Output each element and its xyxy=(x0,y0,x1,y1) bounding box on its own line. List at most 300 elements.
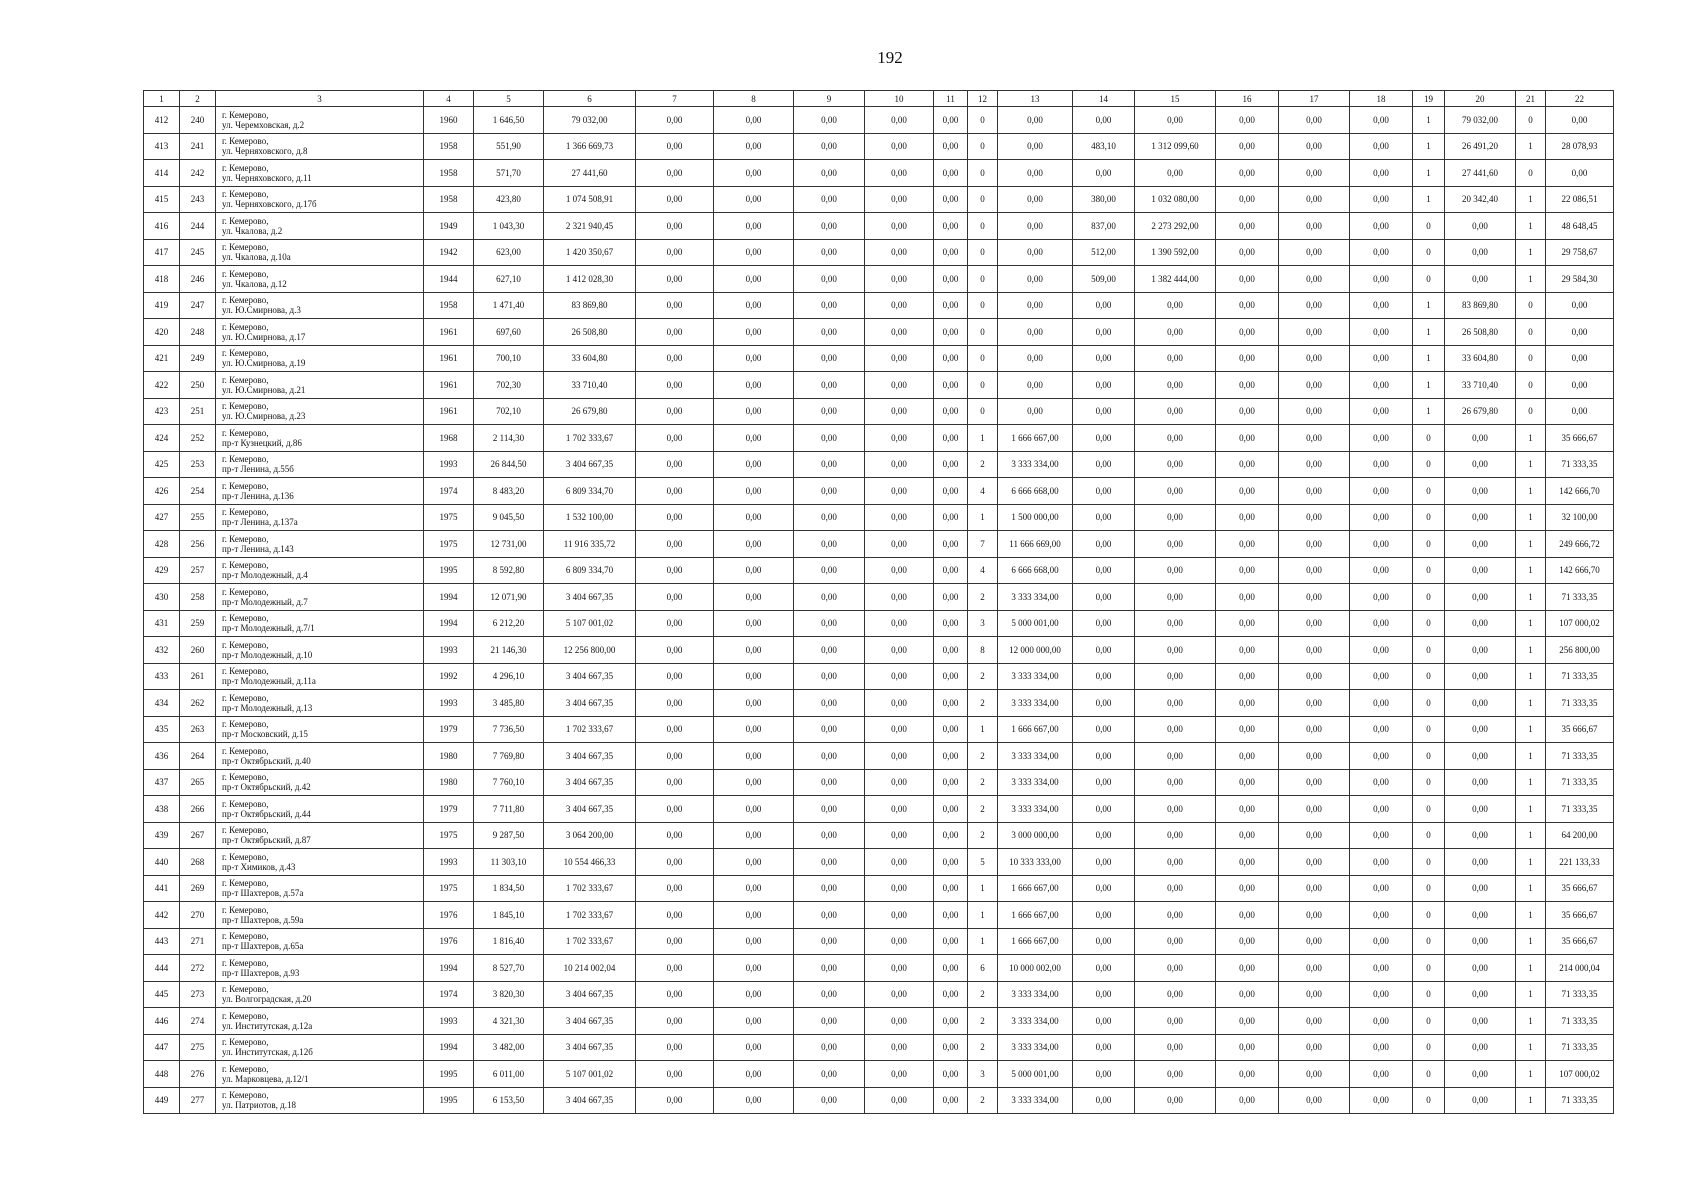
cell-col-5: 3 482,00 xyxy=(474,1034,544,1061)
cell-col-21: 1 xyxy=(1516,1061,1546,1088)
cell-col-4: 1975 xyxy=(424,531,474,558)
cell-col-2: 262 xyxy=(180,690,216,717)
column-header-2: 2 xyxy=(180,91,216,107)
cell-col-13: 1 500 000,00 xyxy=(998,504,1073,531)
cell-col-5: 702,10 xyxy=(474,398,544,425)
cell-col-21: 1 xyxy=(1516,213,1546,240)
cell-col-8: 0,00 xyxy=(714,663,794,690)
cell-col-17: 0,00 xyxy=(1279,531,1350,558)
cell-col-16: 0,00 xyxy=(1216,292,1279,319)
cell-col-13: 1 666 667,00 xyxy=(998,875,1073,902)
cell-col-10: 0,00 xyxy=(865,398,934,425)
cell-col-16: 0,00 xyxy=(1216,425,1279,452)
cell-col-18: 0,00 xyxy=(1350,716,1413,743)
address-city: г. Кемерово, xyxy=(222,1090,269,1101)
address-city: г. Кемерово, xyxy=(222,745,269,756)
cell-col-18: 0,00 xyxy=(1350,955,1413,982)
cell-col-6: 1 532 100,00 xyxy=(544,504,636,531)
cell-col-4: 1974 xyxy=(424,981,474,1008)
cell-col-2: 261 xyxy=(180,663,216,690)
cell-col-8: 0,00 xyxy=(714,372,794,399)
cell-col-4: 1976 xyxy=(424,902,474,929)
address-city: г. Кемерово, xyxy=(222,1063,269,1074)
table-row xyxy=(144,1034,1614,1061)
cell-col-17: 0,00 xyxy=(1279,716,1350,743)
cell-col-10: 0,00 xyxy=(865,637,934,664)
cell-col-1: 425 xyxy=(144,451,180,478)
address-cell xyxy=(216,849,424,876)
cell-col-4: 1979 xyxy=(424,716,474,743)
cell-col-9: 0,00 xyxy=(794,743,865,770)
cell-col-2: 254 xyxy=(180,478,216,505)
cell-col-14: 0,00 xyxy=(1073,902,1135,929)
cell-col-19: 0 xyxy=(1413,1061,1445,1088)
cell-col-14: 0,00 xyxy=(1073,1087,1135,1114)
cell-col-21: 0 xyxy=(1516,160,1546,187)
cell-col-7: 0,00 xyxy=(636,107,714,134)
cell-col-9: 0,00 xyxy=(794,822,865,849)
address-cell xyxy=(216,637,424,664)
address-street: пр-т Шахтеров, д.59а xyxy=(222,914,304,925)
cell-col-15: 1 032 080,00 xyxy=(1135,186,1216,213)
address-city: г. Кемерово, xyxy=(222,692,269,703)
cell-col-18: 0,00 xyxy=(1350,372,1413,399)
cell-col-7: 0,00 xyxy=(636,584,714,611)
cell-col-22: 214 000,04 xyxy=(1546,955,1614,982)
cell-col-9: 0,00 xyxy=(794,637,865,664)
cell-col-8: 0,00 xyxy=(714,849,794,876)
cell-col-15: 0,00 xyxy=(1135,822,1216,849)
cell-col-12: 2 xyxy=(968,1087,998,1114)
cell-col-12: 0 xyxy=(968,292,998,319)
cell-col-6: 5 107 001,02 xyxy=(544,610,636,637)
cell-col-14: 0,00 xyxy=(1073,822,1135,849)
cell-col-22: 64 200,00 xyxy=(1546,822,1614,849)
cell-col-11: 0,00 xyxy=(934,902,968,929)
cell-col-19: 0 xyxy=(1413,902,1445,929)
cell-col-16: 0,00 xyxy=(1216,213,1279,240)
cell-col-10: 0,00 xyxy=(865,822,934,849)
cell-col-11: 0,00 xyxy=(934,584,968,611)
cell-col-19: 0 xyxy=(1413,1087,1445,1114)
cell-col-11: 0,00 xyxy=(934,478,968,505)
cell-col-14: 0,00 xyxy=(1073,981,1135,1008)
column-header-10: 10 xyxy=(865,91,934,107)
cell-col-6: 12 256 800,00 xyxy=(544,637,636,664)
address-street: ул. Ю.Смирнова, д.23 xyxy=(222,411,306,422)
cell-col-1: 430 xyxy=(144,584,180,611)
cell-col-18: 0,00 xyxy=(1350,186,1413,213)
cell-col-8: 0,00 xyxy=(714,107,794,134)
cell-col-21: 0 xyxy=(1516,107,1546,134)
cell-col-2: 241 xyxy=(180,133,216,160)
cell-col-18: 0,00 xyxy=(1350,557,1413,584)
cell-col-17: 0,00 xyxy=(1279,292,1350,319)
cell-col-16: 0,00 xyxy=(1216,531,1279,558)
cell-col-19: 0 xyxy=(1413,1008,1445,1035)
cell-col-22: 107 000,02 xyxy=(1546,610,1614,637)
cell-col-22: 71 333,35 xyxy=(1546,1008,1614,1035)
cell-col-22: 0,00 xyxy=(1546,319,1614,346)
cell-col-20: 83 869,80 xyxy=(1445,292,1516,319)
cell-col-10: 0,00 xyxy=(865,716,934,743)
cell-col-17: 0,00 xyxy=(1279,213,1350,240)
cell-col-7: 0,00 xyxy=(636,1008,714,1035)
cell-col-22: 71 333,35 xyxy=(1546,769,1614,796)
cell-col-12: 6 xyxy=(968,955,998,982)
cell-col-1: 417 xyxy=(144,239,180,266)
cell-col-10: 0,00 xyxy=(865,1087,934,1114)
cell-col-20: 0,00 xyxy=(1445,1061,1516,1088)
cell-col-13: 3 333 334,00 xyxy=(998,769,1073,796)
cell-col-7: 0,00 xyxy=(636,822,714,849)
cell-col-10: 0,00 xyxy=(865,663,934,690)
cell-col-13: 0,00 xyxy=(998,319,1073,346)
cell-col-22: 0,00 xyxy=(1546,292,1614,319)
cell-col-8: 0,00 xyxy=(714,186,794,213)
address-street: ул. Чкалова, д.2 xyxy=(222,225,283,236)
cell-col-15: 0,00 xyxy=(1135,928,1216,955)
cell-col-9: 0,00 xyxy=(794,1034,865,1061)
address-street: пр-т Молодежный, д.13 xyxy=(222,702,313,713)
cell-col-8: 0,00 xyxy=(714,1087,794,1114)
column-header-21: 21 xyxy=(1516,91,1546,107)
cell-col-14: 0,00 xyxy=(1073,345,1135,372)
table-row xyxy=(144,478,1614,505)
cell-col-12: 0 xyxy=(968,398,998,425)
cell-col-10: 0,00 xyxy=(865,557,934,584)
cell-col-18: 0,00 xyxy=(1350,690,1413,717)
cell-col-5: 6 153,50 xyxy=(474,1087,544,1114)
cell-col-12: 0 xyxy=(968,160,998,187)
cell-col-13: 0,00 xyxy=(998,398,1073,425)
cell-col-19: 0 xyxy=(1413,451,1445,478)
cell-col-17: 0,00 xyxy=(1279,610,1350,637)
cell-col-13: 3 333 334,00 xyxy=(998,1034,1073,1061)
cell-col-11: 0,00 xyxy=(934,743,968,770)
address-city: г. Кемерово, xyxy=(222,268,269,279)
cell-col-9: 0,00 xyxy=(794,955,865,982)
address-street: ул. Институтская, д.12б xyxy=(222,1047,313,1058)
cell-col-4: 1968 xyxy=(424,425,474,452)
table-row xyxy=(144,425,1614,452)
cell-col-10: 0,00 xyxy=(865,504,934,531)
cell-col-17: 0,00 xyxy=(1279,690,1350,717)
cell-col-7: 0,00 xyxy=(636,690,714,717)
address-cell xyxy=(216,690,424,717)
cell-col-22: 35 666,67 xyxy=(1546,928,1614,955)
cell-col-21: 1 xyxy=(1516,584,1546,611)
cell-col-15: 0,00 xyxy=(1135,663,1216,690)
cell-col-11: 0,00 xyxy=(934,981,968,1008)
address-street: ул. Ю.Смирнова, д.17 xyxy=(222,331,306,342)
cell-col-9: 0,00 xyxy=(794,372,865,399)
cell-col-10: 0,00 xyxy=(865,372,934,399)
cell-col-16: 0,00 xyxy=(1216,398,1279,425)
address-cell xyxy=(216,425,424,452)
cell-col-7: 0,00 xyxy=(636,372,714,399)
cell-col-4: 1995 xyxy=(424,1087,474,1114)
address-city: г. Кемерово, xyxy=(222,215,269,226)
table-row xyxy=(144,504,1614,531)
cell-col-5: 1 043,30 xyxy=(474,213,544,240)
cell-col-7: 0,00 xyxy=(636,266,714,293)
cell-col-21: 1 xyxy=(1516,955,1546,982)
cell-col-20: 0,00 xyxy=(1445,557,1516,584)
cell-col-17: 0,00 xyxy=(1279,398,1350,425)
table-row xyxy=(144,398,1614,425)
cell-col-17: 0,00 xyxy=(1279,345,1350,372)
cell-col-6: 3 404 667,35 xyxy=(544,981,636,1008)
cell-col-14: 483,10 xyxy=(1073,133,1135,160)
cell-col-5: 1 834,50 xyxy=(474,875,544,902)
cell-col-5: 7 711,80 xyxy=(474,796,544,823)
cell-col-9: 0,00 xyxy=(794,186,865,213)
cell-col-2: 263 xyxy=(180,716,216,743)
cell-col-14: 0,00 xyxy=(1073,955,1135,982)
cell-col-7: 0,00 xyxy=(636,451,714,478)
cell-col-11: 0,00 xyxy=(934,372,968,399)
cell-col-14: 0,00 xyxy=(1073,425,1135,452)
address-city: г. Кемерово, xyxy=(222,931,269,942)
table-row xyxy=(144,955,1614,982)
cell-col-19: 0 xyxy=(1413,955,1445,982)
cell-col-8: 0,00 xyxy=(714,1008,794,1035)
address-city: г. Кемерово, xyxy=(222,454,269,465)
cell-col-14: 0,00 xyxy=(1073,690,1135,717)
cell-col-10: 0,00 xyxy=(865,690,934,717)
cell-col-4: 1958 xyxy=(424,160,474,187)
cell-col-21: 1 xyxy=(1516,531,1546,558)
cell-col-10: 0,00 xyxy=(865,610,934,637)
address-cell xyxy=(216,743,424,770)
cell-col-14: 0,00 xyxy=(1073,107,1135,134)
cell-col-16: 0,00 xyxy=(1216,133,1279,160)
cell-col-15: 0,00 xyxy=(1135,743,1216,770)
cell-col-17: 0,00 xyxy=(1279,186,1350,213)
address-city: г. Кемерово, xyxy=(222,639,269,650)
cell-col-5: 551,90 xyxy=(474,133,544,160)
cell-col-13: 11 666 669,00 xyxy=(998,531,1073,558)
cell-col-5: 7 736,50 xyxy=(474,716,544,743)
address-cell xyxy=(216,319,424,346)
register-table xyxy=(143,90,1614,1114)
cell-col-12: 2 xyxy=(968,451,998,478)
cell-col-6: 3 064 200,00 xyxy=(544,822,636,849)
cell-col-15: 0,00 xyxy=(1135,981,1216,1008)
cell-col-21: 1 xyxy=(1516,1008,1546,1035)
cell-col-8: 0,00 xyxy=(714,557,794,584)
address-cell xyxy=(216,239,424,266)
cell-col-12: 2 xyxy=(968,1034,998,1061)
cell-col-14: 0,00 xyxy=(1073,160,1135,187)
address-street: ул. Ю.Смирнова, д.3 xyxy=(222,305,301,316)
address-street: пр-т Молодежный, д.7 xyxy=(222,596,308,607)
cell-col-5: 12 071,90 xyxy=(474,584,544,611)
cell-col-11: 0,00 xyxy=(934,1008,968,1035)
cell-col-20: 33 604,80 xyxy=(1445,345,1516,372)
cell-col-11: 0,00 xyxy=(934,160,968,187)
cell-col-7: 0,00 xyxy=(636,769,714,796)
cell-col-6: 33 604,80 xyxy=(544,345,636,372)
cell-col-17: 0,00 xyxy=(1279,266,1350,293)
cell-col-8: 0,00 xyxy=(714,981,794,1008)
cell-col-7: 0,00 xyxy=(636,928,714,955)
cell-col-14: 0,00 xyxy=(1073,319,1135,346)
cell-col-15: 0,00 xyxy=(1135,398,1216,425)
cell-col-18: 0,00 xyxy=(1350,160,1413,187)
cell-col-21: 1 xyxy=(1516,239,1546,266)
cell-col-15: 0,00 xyxy=(1135,160,1216,187)
cell-col-21: 1 xyxy=(1516,266,1546,293)
cell-col-6: 11 916 335,72 xyxy=(544,531,636,558)
cell-col-4: 1992 xyxy=(424,663,474,690)
cell-col-7: 0,00 xyxy=(636,239,714,266)
cell-col-2: 246 xyxy=(180,266,216,293)
cell-col-7: 0,00 xyxy=(636,743,714,770)
cell-col-2: 260 xyxy=(180,637,216,664)
table-row xyxy=(144,160,1614,187)
cell-col-16: 0,00 xyxy=(1216,372,1279,399)
cell-col-21: 1 xyxy=(1516,557,1546,584)
cell-col-19: 0 xyxy=(1413,1034,1445,1061)
cell-col-16: 0,00 xyxy=(1216,610,1279,637)
address-street: пр-т Шахтеров, д.57а xyxy=(222,888,304,899)
cell-col-10: 0,00 xyxy=(865,425,934,452)
cell-col-10: 0,00 xyxy=(865,743,934,770)
cell-col-1: 416 xyxy=(144,213,180,240)
cell-col-16: 0,00 xyxy=(1216,1087,1279,1114)
cell-col-8: 0,00 xyxy=(714,1061,794,1088)
cell-col-7: 0,00 xyxy=(636,1034,714,1061)
cell-col-21: 1 xyxy=(1516,451,1546,478)
address-city: г. Кемерово, xyxy=(222,957,269,968)
cell-col-18: 0,00 xyxy=(1350,875,1413,902)
cell-col-2: 245 xyxy=(180,239,216,266)
cell-col-19: 0 xyxy=(1413,690,1445,717)
table-row xyxy=(144,107,1614,134)
cell-col-6: 27 441,60 xyxy=(544,160,636,187)
cell-col-20: 26 508,80 xyxy=(1445,319,1516,346)
cell-col-18: 0,00 xyxy=(1350,822,1413,849)
address-cell xyxy=(216,928,424,955)
cell-col-15: 0,00 xyxy=(1135,875,1216,902)
cell-col-14: 0,00 xyxy=(1073,743,1135,770)
cell-col-13: 0,00 xyxy=(998,213,1073,240)
cell-col-16: 0,00 xyxy=(1216,981,1279,1008)
cell-col-13: 10 000 002,00 xyxy=(998,955,1073,982)
cell-col-9: 0,00 xyxy=(794,239,865,266)
cell-col-19: 0 xyxy=(1413,822,1445,849)
cell-col-1: 422 xyxy=(144,372,180,399)
cell-col-2: 243 xyxy=(180,186,216,213)
cell-col-16: 0,00 xyxy=(1216,875,1279,902)
cell-col-12: 0 xyxy=(968,345,998,372)
cell-col-4: 1961 xyxy=(424,345,474,372)
cell-col-17: 0,00 xyxy=(1279,478,1350,505)
cell-col-4: 1975 xyxy=(424,504,474,531)
cell-col-2: 255 xyxy=(180,504,216,531)
cell-col-22: 35 666,67 xyxy=(1546,902,1614,929)
cell-col-7: 0,00 xyxy=(636,1087,714,1114)
cell-col-21: 1 xyxy=(1516,663,1546,690)
cell-col-16: 0,00 xyxy=(1216,504,1279,531)
cell-col-13: 1 666 667,00 xyxy=(998,425,1073,452)
cell-col-1: 440 xyxy=(144,849,180,876)
cell-col-8: 0,00 xyxy=(714,266,794,293)
cell-col-16: 0,00 xyxy=(1216,1008,1279,1035)
cell-col-8: 0,00 xyxy=(714,928,794,955)
cell-col-21: 1 xyxy=(1516,186,1546,213)
cell-col-21: 1 xyxy=(1516,133,1546,160)
cell-col-21: 1 xyxy=(1516,875,1546,902)
table-row xyxy=(144,981,1614,1008)
cell-col-19: 0 xyxy=(1413,266,1445,293)
table-row xyxy=(144,849,1614,876)
table-row xyxy=(144,769,1614,796)
cell-col-8: 0,00 xyxy=(714,425,794,452)
cell-col-10: 0,00 xyxy=(865,902,934,929)
address-city: г. Кемерово, xyxy=(222,984,269,995)
column-header-14: 14 xyxy=(1073,91,1135,107)
cell-col-9: 0,00 xyxy=(794,1087,865,1114)
address-street: пр-т Октябрьский, д.44 xyxy=(222,808,311,819)
address-street: пр-т Ленина, д.55б xyxy=(222,464,294,475)
cell-col-15: 0,00 xyxy=(1135,504,1216,531)
address-city: г. Кемерово, xyxy=(222,772,269,783)
cell-col-22: 221 133,33 xyxy=(1546,849,1614,876)
cell-col-11: 0,00 xyxy=(934,531,968,558)
cell-col-13: 0,00 xyxy=(998,345,1073,372)
cell-col-14: 0,00 xyxy=(1073,398,1135,425)
cell-col-16: 0,00 xyxy=(1216,849,1279,876)
address-city: г. Кемерово, xyxy=(222,560,269,571)
column-header-18: 18 xyxy=(1350,91,1413,107)
cell-col-2: 250 xyxy=(180,372,216,399)
cell-col-19: 0 xyxy=(1413,584,1445,611)
cell-col-8: 0,00 xyxy=(714,743,794,770)
cell-col-14: 380,00 xyxy=(1073,186,1135,213)
cell-col-13: 3 333 334,00 xyxy=(998,981,1073,1008)
cell-col-20: 0,00 xyxy=(1445,981,1516,1008)
cell-col-11: 0,00 xyxy=(934,769,968,796)
cell-col-19: 0 xyxy=(1413,531,1445,558)
cell-col-8: 0,00 xyxy=(714,451,794,478)
cell-col-5: 11 303,10 xyxy=(474,849,544,876)
address-street: пр-т Ленина, д.136 xyxy=(222,490,294,501)
cell-col-6: 1 702 333,67 xyxy=(544,716,636,743)
cell-col-19: 0 xyxy=(1413,743,1445,770)
cell-col-9: 0,00 xyxy=(794,504,865,531)
cell-col-19: 0 xyxy=(1413,478,1445,505)
address-cell xyxy=(216,266,424,293)
address-city: г. Кемерово, xyxy=(222,851,269,862)
cell-col-16: 0,00 xyxy=(1216,266,1279,293)
cell-col-20: 0,00 xyxy=(1445,425,1516,452)
cell-col-22: 35 666,67 xyxy=(1546,875,1614,902)
cell-col-4: 1975 xyxy=(424,875,474,902)
cell-col-9: 0,00 xyxy=(794,981,865,1008)
cell-col-20: 0,00 xyxy=(1445,796,1516,823)
cell-col-22: 71 333,35 xyxy=(1546,690,1614,717)
cell-col-13: 0,00 xyxy=(998,239,1073,266)
cell-col-21: 1 xyxy=(1516,1087,1546,1114)
cell-col-10: 0,00 xyxy=(865,1008,934,1035)
cell-col-18: 0,00 xyxy=(1350,345,1413,372)
address-cell xyxy=(216,875,424,902)
address-cell xyxy=(216,796,424,823)
cell-col-1: 441 xyxy=(144,875,180,902)
